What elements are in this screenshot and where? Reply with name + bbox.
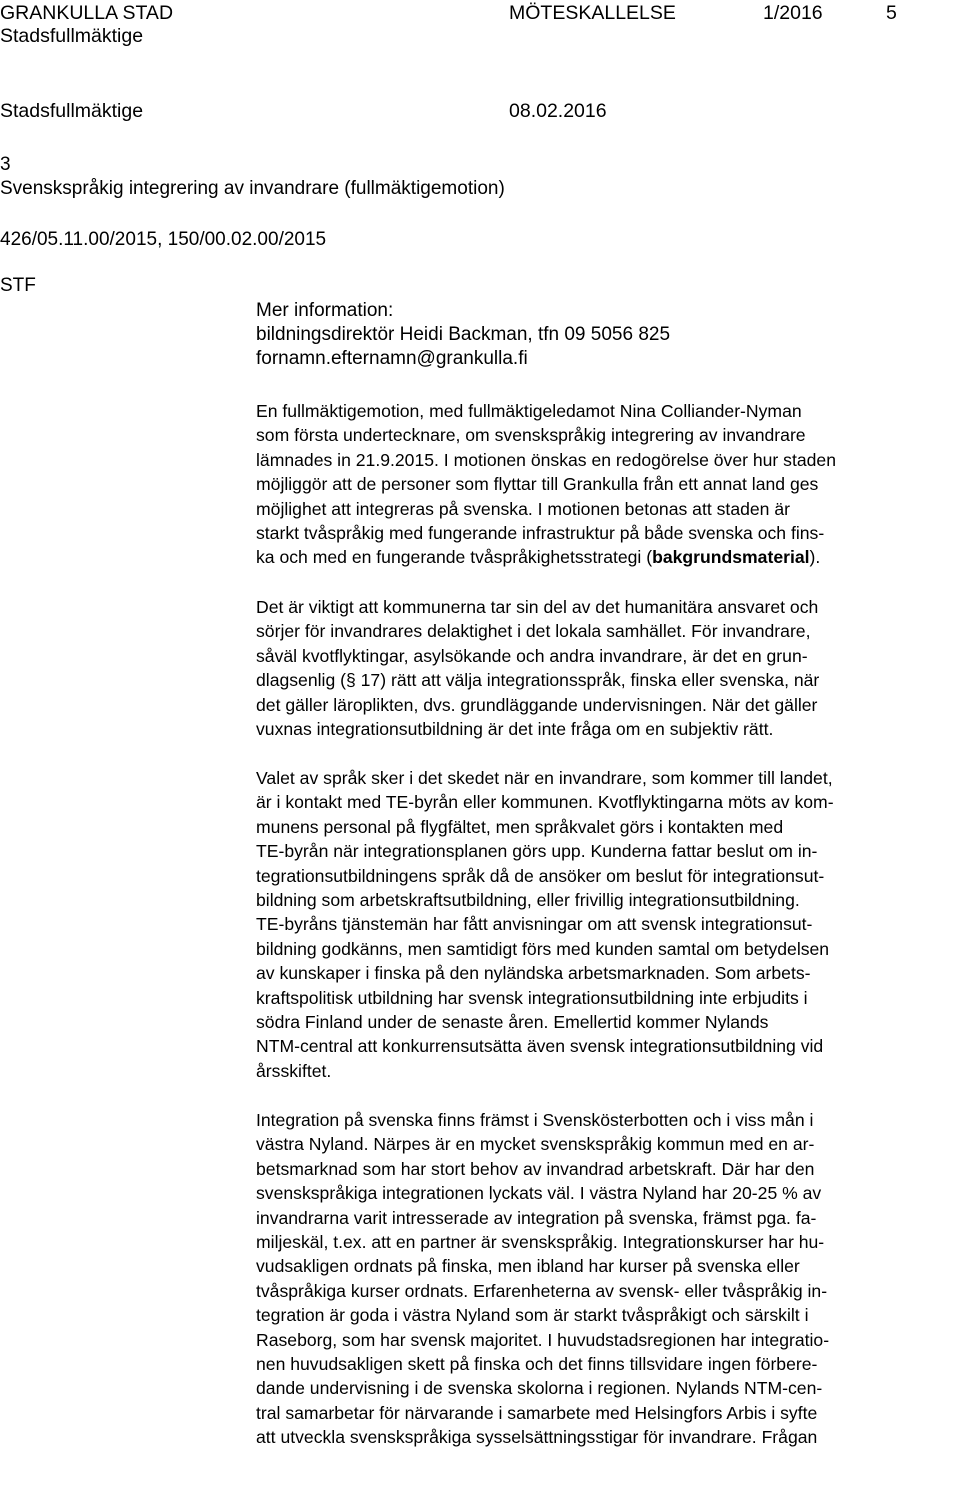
- header-doc-type: MÖTESKALLELSE: [509, 2, 676, 24]
- text-line: invandrarna varit intresserade av integration på svenska, främst pga. fa-: [256, 1207, 817, 1228]
- info-contact: bildningsdirektör Heidi Backman, tfn 09 5056 825: [256, 324, 671, 345]
- text-segment: ka och med en fungerande tvåspråkighetsstrategi (: [256, 547, 653, 568]
- text-line: TE-byrån när integrationsplanen görs upp. Kunderna fattar beslut om in-: [256, 841, 818, 862]
- text-line: nen huvudsakligen skett på finska och det finns tillsvidare ingen förbere-: [256, 1353, 818, 1374]
- text-line: södra Finland under de senaste åren. Emellertid kommer Nylands: [256, 1011, 769, 1032]
- text-line: vuxnas integrationsutbildning är det inte fråga om en subjektiv rätt.: [256, 718, 774, 739]
- text-line: såväl kvotflyktingar, asylsökande och andra invandrare, är det en grun-: [256, 645, 808, 666]
- header-body: Stadsfullmäktige: [0, 25, 144, 47]
- text-line: kraftspolitisk utbildning har svensk integrationsutbildning inte erbjudits i: [256, 987, 808, 1008]
- text-line: miljeskäl, t.ex. att en partner är svenskspråkig. Integrationskurser har hu-: [256, 1231, 825, 1252]
- text-line: det gäller läroplikten, dvs. grundläggande undervisningen. När det gäller: [256, 694, 818, 715]
- header-issue: 1/2016: [763, 2, 823, 24]
- text-line: betsmarknad som har stort behov av invandrad arbetskraft. Där har den: [256, 1158, 815, 1179]
- text-line: som första undertecknare, om svenskspråkig integrering av invandrare: [256, 425, 806, 446]
- text-line: sörjer för invandrares delaktighet i det lokala samhället. För invandrare,: [256, 621, 811, 642]
- text-line: starkt tvåspråkig med fungerande infrastruktur på både svenska och fins-: [256, 522, 825, 543]
- text-line: årsskiftet.: [256, 1060, 332, 1081]
- paragraph-language-choice: [256, 766, 944, 1083]
- text-line: att utveckla svenskspråkiga sysselsättningsstigar för invandrare. Frågan: [256, 1427, 818, 1448]
- text-line: tral samarbetar för närvarande i samarbete med Helsingfors Arbis i syfte: [256, 1402, 818, 1423]
- text-line: Raseborg, som har svensk majoritet. I huvudstadsregionen har integratio-: [256, 1329, 830, 1350]
- paragraph-swedish-integration: [256, 1108, 944, 1449]
- text-line: svenskspråkiga integrationen lyckats väl. I västra Nyland har 20-25 % av: [256, 1183, 822, 1204]
- text-line: dande undervisning i de svenska skolorna i regionen. Nylands NTM-cen-: [256, 1378, 823, 1399]
- paragraph-motion: [256, 399, 944, 570]
- text-line: bildning som arbetskraftsutbildning, eller frivillig integrationsutbildning.: [256, 889, 800, 910]
- text-line: Det är viktigt att kommunerna tar sin del av det humanitära ansvaret och: [256, 597, 819, 617]
- text-line: dlagsenlig (§ 17) rätt att välja integrationsspråk, finska eller svenska, när: [256, 670, 820, 691]
- background-material-link[interactable]: bakgrundsmaterial: [652, 547, 810, 568]
- meeting-body: Stadsfullmäktige: [0, 100, 144, 122]
- text-line: möjlighet att integreras på svenska. I motionen betonas att staden är: [256, 498, 790, 519]
- text-line: tvåspråkiga kurser ordnats. Erfarenheterna av svensk- eller tvåspråkig in-: [256, 1280, 828, 1301]
- text-line: [256, 545, 944, 569]
- text-line: En fullmäktigemotion, med fullmäktigeledamot Nina Colliander-Nyman: [256, 401, 802, 421]
- meeting-date: 08.02.2016: [509, 100, 607, 122]
- header-org: GRANKULLA STAD: [0, 2, 174, 24]
- info-label: Mer information:: [256, 300, 394, 321]
- text-line: Integration på svenska finns främst i Svenskösterbotten och i viss mån i: [256, 1110, 814, 1130]
- text-line: bildning godkänns, men samtidigt förs med kunden samtal om betydelsen: [256, 938, 830, 959]
- text-line: tegration är goda i västra Nyland som är starkt tvåspråkigt och särskilt i: [256, 1305, 809, 1326]
- text-line: Valet av språk sker i det skedet när en invandrare, som kommer till landet,: [256, 768, 833, 788]
- text-segment: ).: [809, 547, 821, 568]
- text-line: av kunskaper i finska på den nyländska arbetsmarknaden. Som arbets-: [256, 963, 811, 984]
- text-line: västra Nyland. Närpes är en mycket svenskspråkig kommun med en ar-: [256, 1134, 815, 1155]
- text-line: är i kontakt med TE-byrån eller kommunen. Kvotflyktingarna möts av kom-: [256, 792, 834, 813]
- text-line: möjliggör att de personer som flyttar till Grankulla från ett annat land ges: [256, 474, 819, 495]
- item-prep: STF: [0, 275, 36, 296]
- paragraph-responsibility: [256, 595, 944, 741]
- text-line: NTM-central att konkurrensutsätta även svensk integrationsutbildning vid: [256, 1036, 824, 1057]
- item-title: Svenskspråkig integrering av invandrare (fullmäktigemotion): [0, 178, 505, 199]
- item-refs: 426/05.11.00/2015, 150/00.02.00/2015: [0, 229, 327, 250]
- text-line: TE-byråns tjänstemän har fått anvisningar om att svensk integrationsut-: [256, 914, 813, 935]
- text-line: munens personal på flygfältet, men språkvalet görs i kontakten med: [256, 816, 784, 837]
- header-page-number: 5: [886, 2, 897, 24]
- info-email: fornamn.efternamn@grankulla.fi: [256, 348, 528, 369]
- text-line: tegrationsutbildningens språk då de ansöker om beslut för integrationsut-: [256, 865, 825, 886]
- text-line: vudsakligen ordnats på finska, men ibland har kurser på svenska eller: [256, 1256, 800, 1277]
- text-line: lämnades in 21.9.2015. I motionen önskas en redogörelse över hur staden: [256, 449, 836, 470]
- item-number: 3: [0, 154, 11, 175]
